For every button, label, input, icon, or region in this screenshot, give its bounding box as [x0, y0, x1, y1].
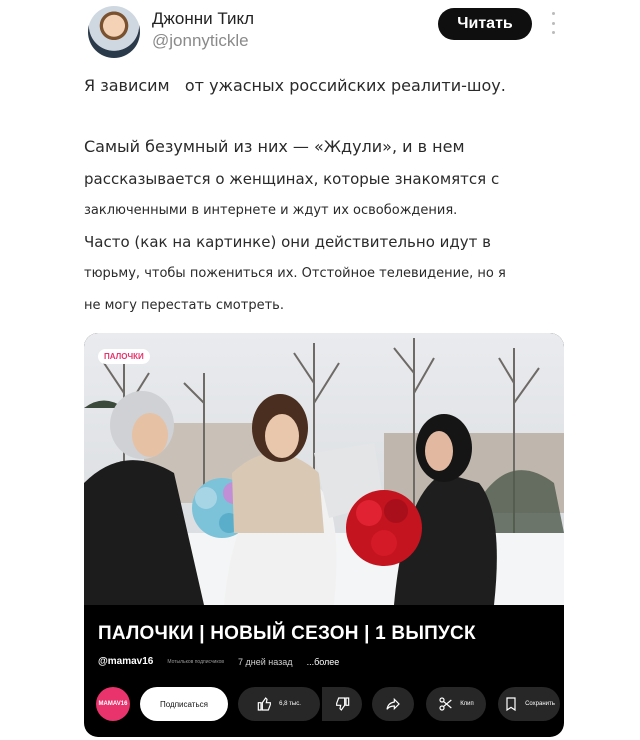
channel-handle[interactable]: @mamav16 [98, 656, 154, 667]
post-line-3: рассказывается о женщинах, которые знакомятся с [84, 170, 500, 188]
post-line-2: Самый безумный из них — «Ждули», и в нем [84, 137, 465, 156]
video-meta [98, 656, 339, 667]
author-handle[interactable]: @jonnytickle [152, 31, 249, 50]
author-name[interactable]: Джонни Тикл [152, 9, 255, 28]
post-line-5: Часто (как на картинке) они действительно идут в [84, 233, 491, 251]
post-line-7: не могу перестать смотреть. [84, 298, 284, 313]
published-time: 7 дней назад [238, 656, 293, 667]
clip-button[interactable] [426, 687, 486, 721]
clip-label: Клип [460, 701, 474, 707]
channel-logo[interactable]: MAMAV16 [96, 687, 130, 721]
more-link[interactable]: ...более [306, 656, 340, 667]
like-count: 6,8 тыс. [279, 701, 301, 707]
scissors-icon [438, 696, 454, 712]
read-button[interactable]: Читать [438, 8, 532, 40]
dislike-icon [334, 696, 350, 712]
post-line-1: Я зависим от ужасных российских реалити-шоу. [84, 76, 506, 95]
save-label: Сохранить [525, 701, 555, 707]
share-button[interactable] [372, 687, 414, 721]
video-tag: ПАЛОЧКИ [98, 349, 150, 364]
video-controls [96, 685, 556, 721]
subscribe-button[interactable]: Подписаться [140, 687, 228, 721]
post-line-6: тюрьму, чтобы пожениться их. Отстойное телевидение, но я [84, 266, 506, 281]
avatar[interactable] [88, 6, 140, 58]
share-icon [385, 696, 401, 712]
post-line-4: заключенными в интернете и ждут их освобождения. [84, 203, 458, 218]
bookmark-icon [503, 696, 519, 712]
like-icon [257, 696, 273, 712]
like-button[interactable] [238, 687, 320, 721]
video-thumbnail[interactable] [84, 333, 564, 605]
dislike-button[interactable] [322, 687, 362, 721]
post-header [0, 0, 640, 70]
subscriber-count: Мотыльков подписчиков [167, 658, 225, 665]
video-title[interactable]: ПАЛОЧКИ | НОВЫЙ СЕЗОН | 1 ВЫПУСК [98, 623, 476, 644]
more-vert-icon[interactable] [550, 12, 556, 34]
video-embed[interactable] [84, 333, 564, 737]
save-button[interactable] [498, 687, 560, 721]
